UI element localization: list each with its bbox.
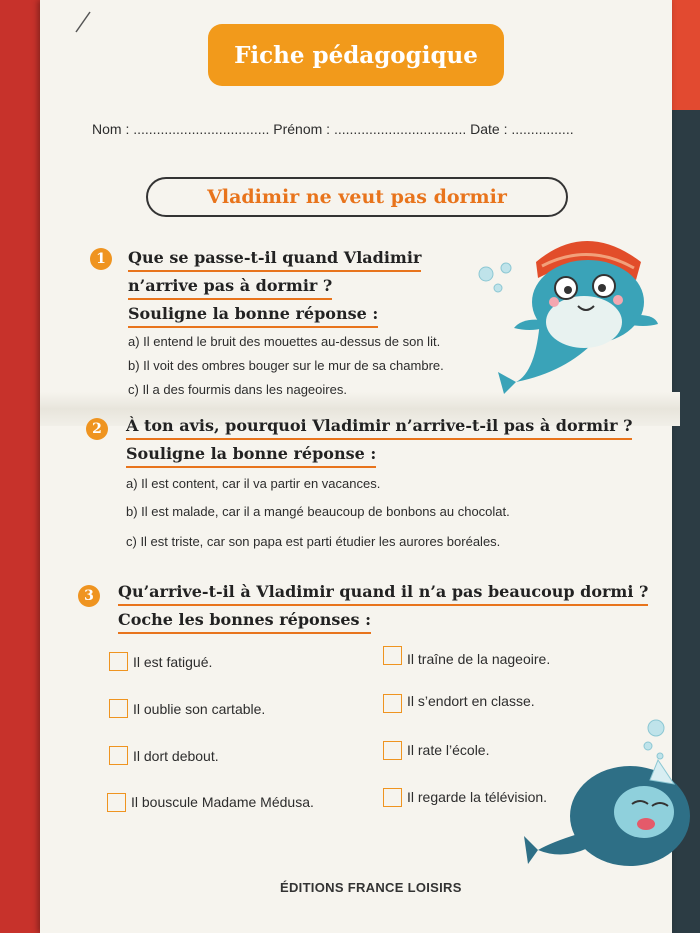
prenom-label: Prénom : [273,121,331,137]
q1-answer-b[interactable]: b) Il voit des ombres bouger sur le mur de sa chambre. [128,358,444,373]
checkbox-right-1[interactable] [383,646,402,665]
checkbox-right-4[interactable] [383,788,402,807]
checkbox-left-2[interactable] [109,699,128,718]
option-left-2: Il oublie son cartable. [133,701,266,717]
background-red-corner [668,0,700,110]
checkbox-left-1[interactable] [109,652,128,671]
prenom-field[interactable]: .................................. [333,121,467,137]
story-title-box [146,177,568,217]
date-field[interactable]: ................ [511,121,574,137]
header-title: Fiche pédagogique [234,41,478,69]
q2-answer-c[interactable]: c) Il est triste, car son papa est parti étudier les aurores boréales. [126,534,501,549]
checkbox-left-3[interactable] [109,746,128,765]
question-1-line-2: n’arrive pas à dormir ? [128,274,332,300]
story-title: Vladimir ne veut pas dormir [207,186,507,208]
checkbox-right-3[interactable] [383,741,402,760]
question-1-number: 1 [90,248,112,270]
option-left-3: Il dort debout. [133,748,219,764]
nom-field[interactable]: ................................... [133,121,270,137]
option-right-1: Il traîne de la nageoire. [407,651,551,667]
option-right-2: Il s’endort en classe. [407,693,535,709]
pencil-mark-icon [72,6,112,36]
sleeping-whale-illustration [522,716,694,886]
question-2-line-1: À ton avis, pourquoi Vladimir n’arrive-t-il pas à dormir ? [126,414,632,440]
question-1-text [128,244,421,328]
question-3-text [118,578,648,634]
option-right-3: Il rate l’école. [407,742,490,758]
question-2-instruction: Souligne la bonne réponse : [126,442,376,468]
q2-answer-a[interactable]: a) Il est content, car il va partir en vacances. [126,476,381,491]
checkbox-right-2[interactable] [383,694,402,713]
q1-answer-a[interactable]: a) Il entend le bruit des mouettes au-dessus de son lit. [128,334,441,349]
question-1-line-1: Que se passe-t-il quand Vladimir [128,246,421,272]
checkbox-left-4[interactable] [107,793,126,812]
question-2-text [126,412,632,468]
question-3-number: 3 [78,585,100,607]
option-left-1: Il est fatigué. [133,654,213,670]
worksheet-header [208,24,504,86]
q1-answer-c[interactable]: c) Il a des fourmis dans les nageoires. [128,382,347,397]
option-left-4: Il bouscule Madame Médusa. [131,794,314,810]
question-3-instruction: Coche les bonnes réponses : [118,608,371,634]
student-info-line [92,121,622,137]
question-3-line-1: Qu’arrive-t-il à Vladimir quand il n’a pas beaucoup dormi ? [118,580,648,606]
q2-answer-b[interactable]: b) Il est malade, car il a mangé beaucoup de bonbons au chocolat. [126,504,510,519]
question-2-number: 2 [86,418,108,440]
question-1-instruction: Souligne la bonne réponse : [128,302,378,328]
option-right-4: Il regarde la télévision. [407,789,548,805]
whale-with-hat-illustration [476,222,666,402]
date-label: Date : [470,121,508,137]
publisher-footer: ÉDITIONS FRANCE LOISIRS [280,880,462,895]
nom-label: Nom : [92,121,130,137]
